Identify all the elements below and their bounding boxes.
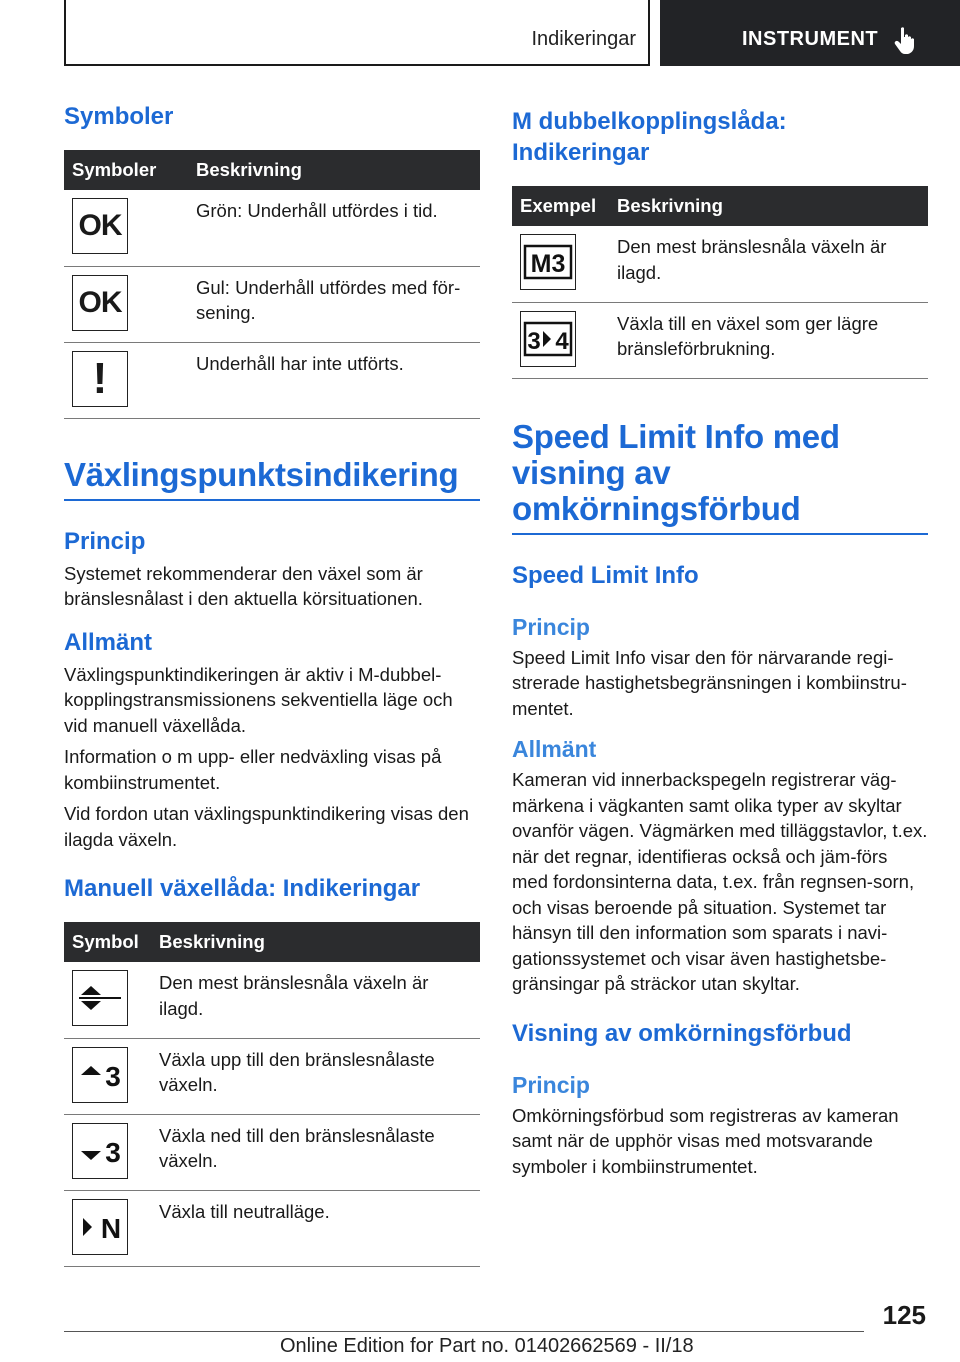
sli-heading-wrap (512, 419, 928, 535)
header-rule-left (64, 0, 66, 66)
table-row (64, 1114, 480, 1190)
header-rule-bottom (64, 64, 650, 66)
shift-heading-wrap (64, 457, 480, 501)
left-column (64, 96, 480, 1267)
sli-general-heading: Allmänt (512, 736, 597, 762)
sli-principle-text: Speed Limit Info visar den för närvarande regi-strerade hastighetsbegränsningen i kombiinstru-mentet. (512, 646, 907, 719)
manual-col2-header: Beskrivning (151, 922, 480, 962)
manual-description: Den mest bränslesnåla växeln är ilagd. (151, 962, 480, 1038)
overtake-principle-heading: Princip (512, 1071, 590, 1098)
general-heading: Allmänt (64, 628, 153, 656)
shift-neutral-icon (72, 1199, 128, 1255)
symbol-description: Grön: Underhåll utfördes i tid. (188, 190, 480, 266)
symbols-heading: Symboler (64, 103, 174, 130)
shift-up-label: 3 (105, 1060, 121, 1092)
sli-subheading: Speed Limit Info (512, 561, 699, 589)
gear-m3-label: M3 (530, 250, 566, 278)
chapter-tab[interactable] (660, 0, 960, 66)
table-row (64, 962, 480, 1038)
general-text-2: Information o m upp- eller nedväxling visas på kombiinstrumentet. (64, 746, 442, 793)
exclamation-icon: ! (72, 351, 128, 407)
manual-col1-header: Symbol (64, 922, 151, 962)
section-title: Indikeringar (531, 28, 636, 50)
sli-heading: Speed Limit Info med visning av omkörningsförbud (512, 417, 840, 527)
symbols-col1-header: Symboler (64, 150, 188, 190)
shift-heading: Växlingspunktsindikering (64, 455, 459, 493)
sli-general-text: Kameran vid innerbackspegeln registrerar väg-märkena i vägkanten samt olika typer av skyltar ovanför vägen. Vägmärken med tilläggstavlor, t.ex. när det regnar, identifieras också och jäm-förs med fordonsinterna data, t.ex. från regnsen-sorn, och visas beroende på situation. Systemet tar hänsyn till den information som sparats i navi-gationssystemet och visar även hastighetsbe-gränsingar på sträckor utan skyltar. (512, 769, 928, 994)
dct-table (512, 186, 928, 379)
pointing-hand-icon (894, 26, 918, 54)
symbols-table (64, 150, 480, 419)
shift-down-icon (72, 1123, 128, 1179)
manual-description: Växla till neutralläge. (151, 1190, 480, 1266)
overtake-text: Omkörningsförbud som registreras av kameran samt när de upphör visas med motsvarande symboler i kombiinstrumentet. (512, 1104, 899, 1177)
right-column (512, 96, 928, 1179)
table-row (512, 302, 928, 378)
overtake-heading: Visning av omkörningsförbud (512, 1019, 852, 1047)
general-text-1: Växlingspunktindikeringen är aktiv i M-dubbel-kopplingstransmissionens sekventiella läge och vid manuell växellåda. (64, 663, 453, 736)
footer-edition: Online Edition for Part no. 01402662569 - II/18 (280, 1335, 694, 1357)
table-row (64, 1038, 480, 1114)
gear-from-label: 3 (527, 327, 541, 355)
page-number: 125 (882, 1300, 926, 1330)
principle-text: Systemet rekommenderar den växel som är bränslesnålast i den aktuella körsituationen. (64, 562, 423, 609)
manual-heading: Manuell växellåda: Indikeringar (64, 875, 421, 902)
table-row (512, 226, 928, 302)
table-row (64, 1190, 480, 1266)
symbols-col2-header: Beskrivning (188, 150, 480, 190)
table-row (64, 190, 480, 266)
manual-description: Växla upp till den bränslesnålaste växeln. (151, 1038, 480, 1114)
header-rule-right (648, 0, 650, 66)
dct-col1-header: Exempel (512, 186, 609, 226)
gear-3-to-4-icon (520, 311, 576, 367)
up-down-arrows-icon (72, 970, 128, 1026)
table-row (64, 342, 480, 418)
dct-heading: M dubbelkopplingslåda: Indikeringar (512, 108, 787, 166)
shift-neutral-label: N (100, 1212, 122, 1244)
chapter-label: INSTRUMENT (742, 28, 879, 50)
symbol-description: Underhåll har inte utförts. (188, 342, 480, 418)
shift-up-icon (72, 1047, 128, 1103)
shift-down-label: 3 (105, 1136, 121, 1168)
symbol-description: Gul: Underhåll utfördes med för-sening. (188, 266, 480, 342)
table-row (64, 266, 480, 342)
footer-rule (64, 1331, 864, 1332)
manual-description: Växla ned till den bränslesnålaste växeln. (151, 1114, 480, 1190)
manual-table (64, 922, 480, 1267)
dct-description: Växla till en växel som ger lägre bränsleförbrukning. (609, 302, 928, 378)
dct-col2-header: Beskrivning (609, 186, 928, 226)
dct-description: Den mest bränslesnåla växeln är ilagd. (609, 226, 928, 302)
gear-m3-icon (520, 234, 576, 290)
principle-heading: Princip (64, 527, 146, 555)
ok-green-icon: OK (72, 198, 128, 254)
general-text-3: Vid fordon utan växlingspunktindikering visas den ilagda växeln. (64, 803, 469, 850)
sli-principle-heading: Princip (512, 613, 590, 640)
ok-yellow-icon: OK (72, 275, 128, 331)
gear-to-label: 4 (555, 327, 569, 355)
